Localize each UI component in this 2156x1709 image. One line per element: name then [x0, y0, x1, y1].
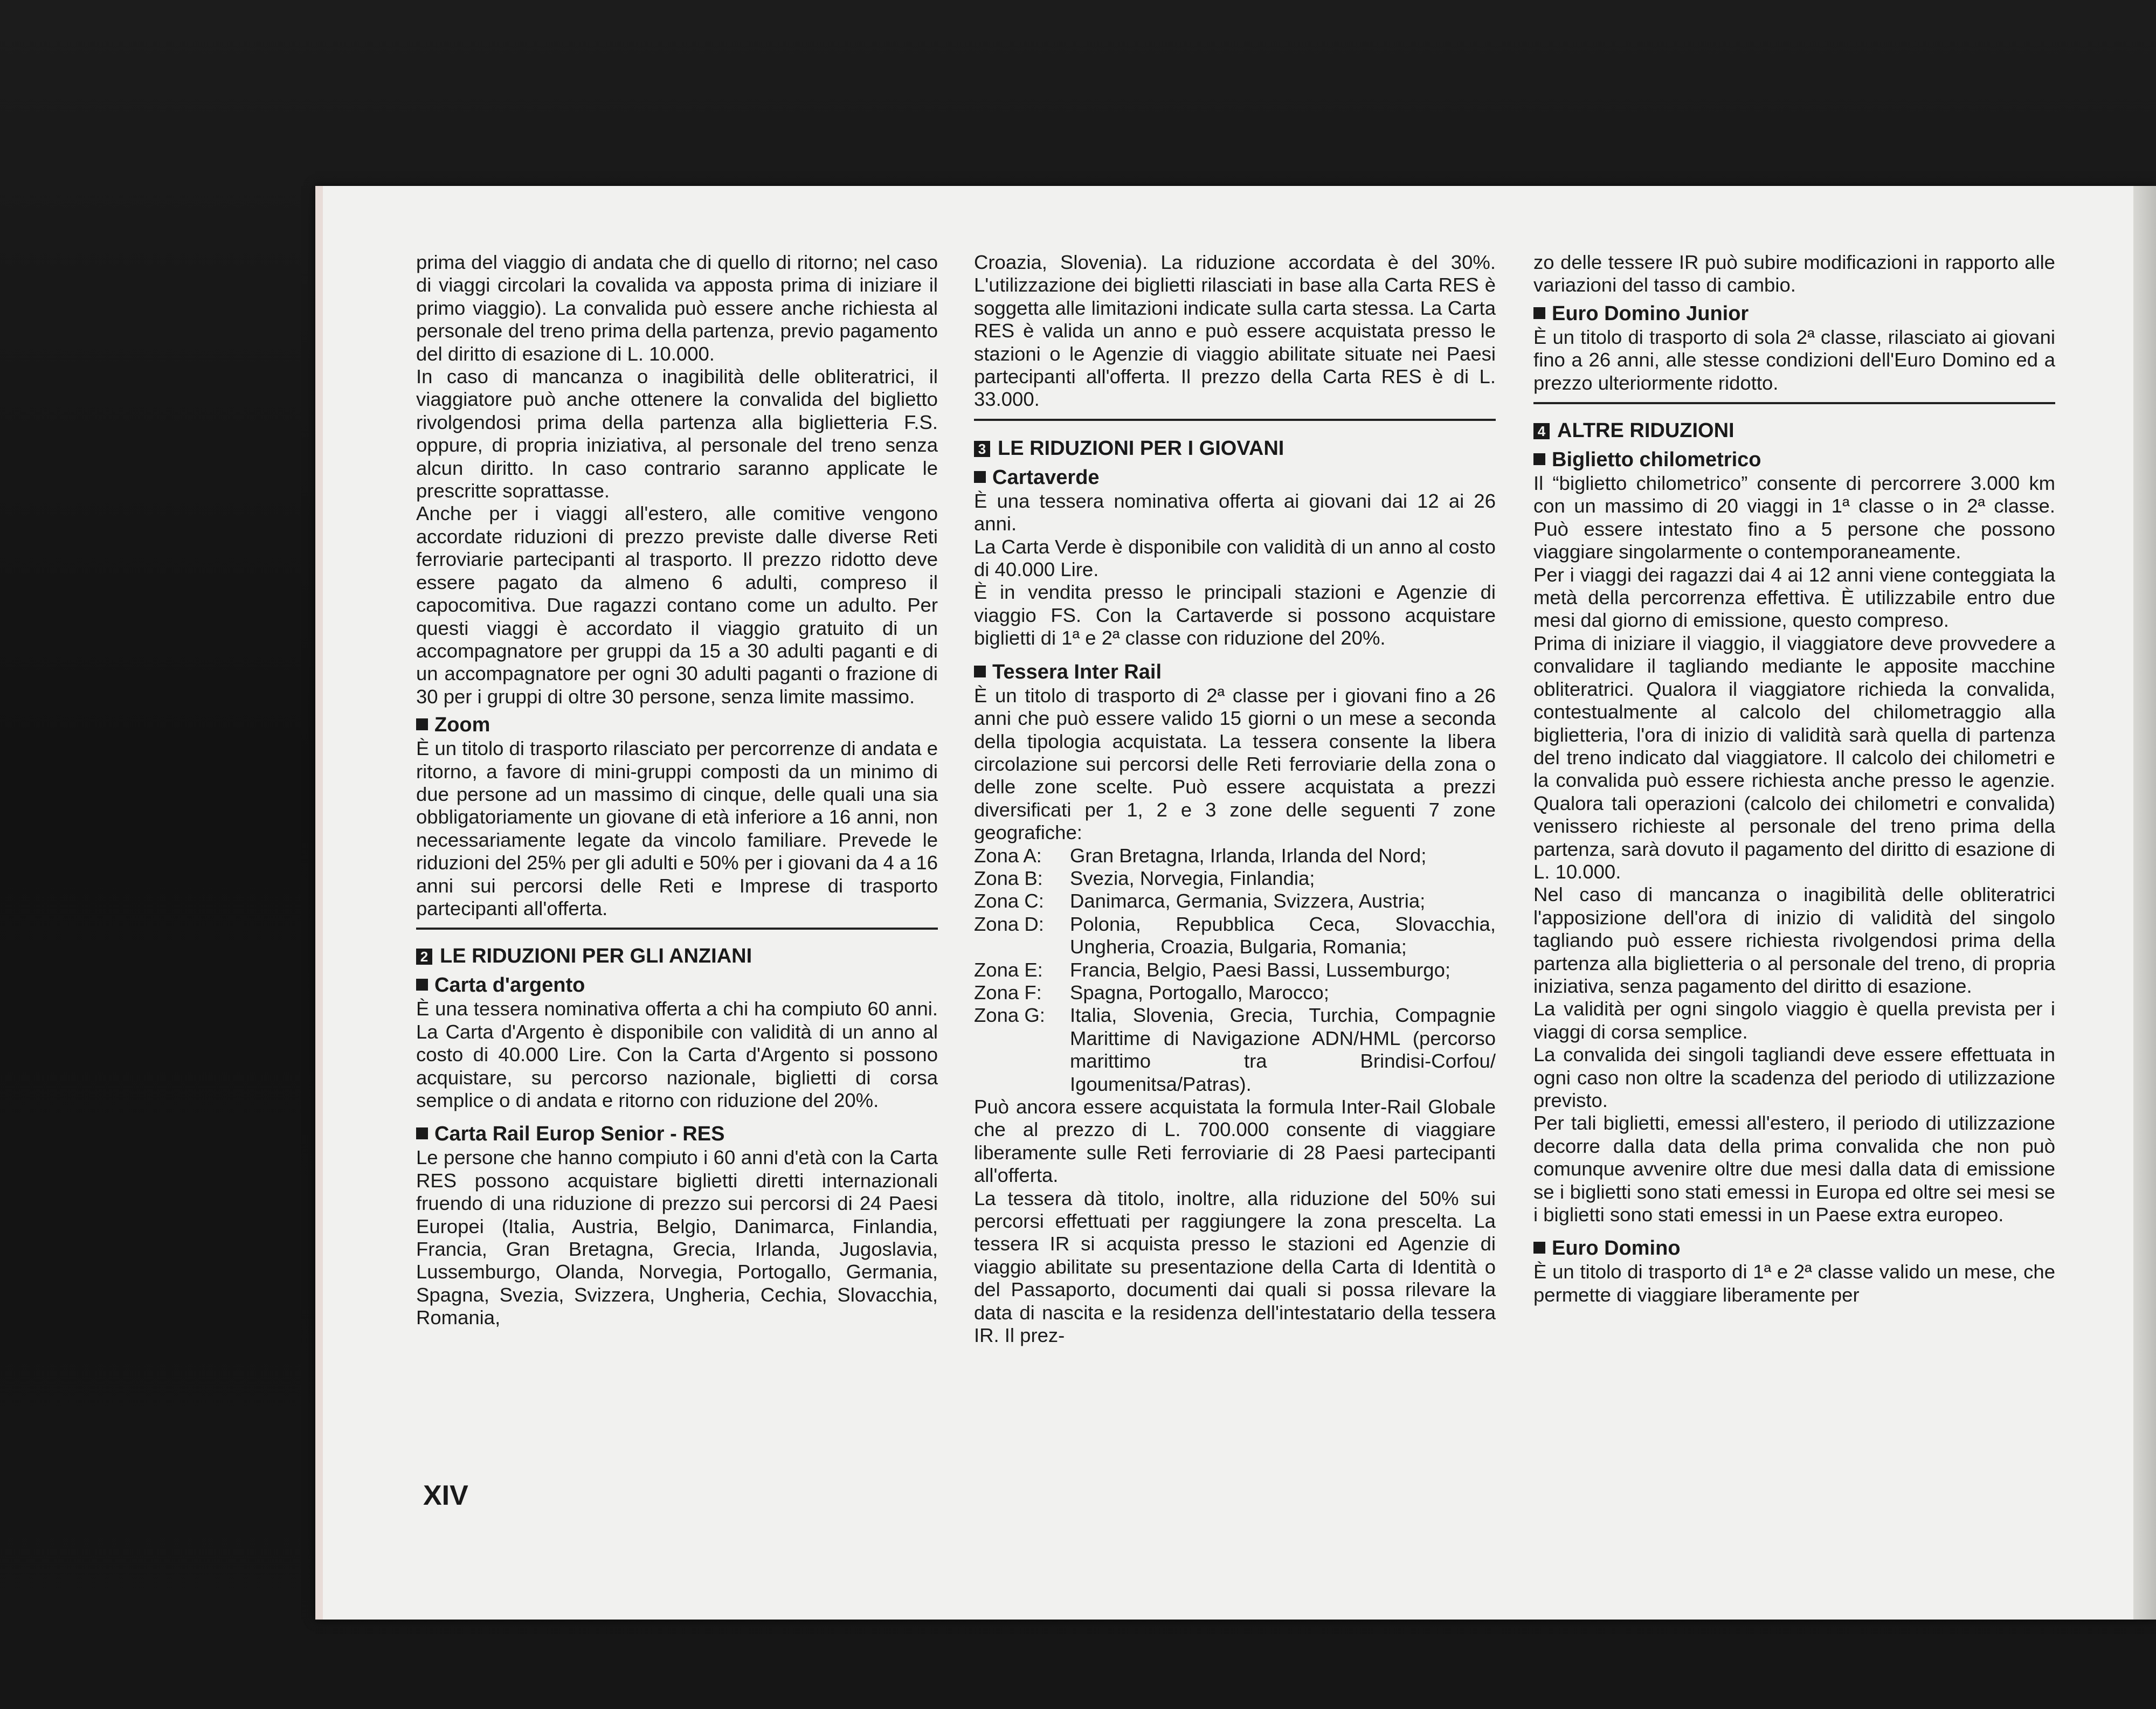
square-bullet-icon	[1533, 1242, 1545, 1254]
zone-row: Zona D: Polonia, Repubblica Ceca, Slovacchia, Ungheria, Croazia, Bulgaria, Romania;	[974, 912, 1496, 958]
section-number-badge: 2	[416, 949, 432, 965]
square-bullet-icon	[1533, 453, 1545, 465]
section-heading-2: 2 LE RIDUZIONI PER GLI ANZIANI	[416, 939, 938, 968]
paragraph: zo delle tessere IR può subire modificazioni in rapporto alle variazioni del tasso di cambio.	[1533, 251, 2055, 296]
paragraph: È una tessera nominativa offerta a chi ha compiuto 60 anni. La Carta d'Argento è disponibile con validità di un anno al costo di 40.000 Lire. Con la Carta d'Argento si possono acquistare, su percorso nazionale, biglietti di corsa semplice o di andata e ritorno con riduzione del 20%.	[416, 998, 938, 1111]
paragraph: È un titolo di trasporto rilasciato per percorrenze di andata e ritorno, a favore di mini-gruppi composti da un minimo di due persone ad un massimo di cinque, delle quali una sia obbligatoriamente un giovane di età inferiore a 16 anni, non necessariamente legate da vincolo familiare. Prevede le riduzioni del 25% per gli adulti e 50% per i giovani da 4 a 16 anni sui percorsi delle Reti e Imprese di trasporto partecipanti all'offerta.	[416, 737, 938, 930]
square-bullet-icon	[1533, 307, 1545, 319]
page-number: XIV	[423, 1480, 468, 1511]
paragraph: È un titolo di trasporto di 2ª classe per i giovani fino a 26 anni che può essere valido 15 giorni o un mese a seconda della tipologia acquistata. La tessera consente la libera circolazione sui percorsi delle Reti ferroviarie della zona o delle zone scelte. Può essere acquistata a prezzi diversificati per 1, 2 e 3 zone delle seguenti 7 zone geografiche:	[974, 684, 1496, 844]
paragraph: Per tali biglietti, emessi all'estero, il periodo di utilizzazione decorre dalla data della prima convalida che non può comunque avvenire oltre due mesi dalla data di emissione se i biglietti sono stati emessi in Europa ed oltre sei mesi se i biglietti sono stati emessi in un Paese extra europeo.	[1533, 1112, 2055, 1226]
subheading-inter-rail: Tessera Inter Rail	[974, 660, 1496, 684]
subheading-cartaverde: Cartaverde	[974, 465, 1496, 490]
paragraph: La tessera dà titolo, inoltre, alla riduzione del 50% sui percorsi effettuati per raggiungere la zona prescelta. La tessera IR si acquista presso le stazioni ed Agenzie di viaggio abilitate su presentazione della Carta di Identità o del Passaporto, documenti dai quali si possa rilevare la data di nascita e la residenza dell'intestatario della tessera IR. Il prez-	[974, 1187, 1496, 1347]
subheading-carta-argento: Carta d'argento	[416, 973, 938, 998]
square-bullet-icon	[974, 471, 986, 483]
column-1	[416, 251, 938, 1330]
column-2	[974, 251, 1496, 1347]
page-edge	[2133, 186, 2156, 1620]
subheading-zoom: Zoom	[416, 712, 938, 737]
paragraph: Può ancora essere acquistata la formula Inter-Rail Globale che al prezzo di L. 700.000 consente di viaggiare liberamente sulle Reti ferroviarie di 28 Paesi partecipanti all'offerta.	[974, 1096, 1496, 1187]
paragraph: prima del viaggio di andata che di quello di ritorno; nel caso di viaggi circolari la covalida va apposta prima di iniziare il primo viaggio). La convalida può essere anche richiesta al personale del treno prima della partenza, previo pagamento del diritto di esazione di L. 10.000.	[416, 251, 938, 365]
paragraph: Anche per i viaggi all'estero, alle comitive vengono accordate riduzioni di prezzo previste dalle diverse Reti ferroviarie partecipanti al trasporto. Il prezzo ridotto deve essere pagato da almeno 6 adulti, compreso il capocomitiva. Due ragazzi contano come un adulto. Per questi viaggi è accordato il viaggio gratuito di un accompagnatore per gruppi da 15 a 30 adulti paganti e di un accompagnatore per ogni 30 adulti paganti o frazione di 30 per i gruppi di oltre 30 persone, senza limite massimo.	[416, 502, 938, 708]
zones-table	[974, 845, 1496, 1096]
subheading-euro-domino-junior: Euro Domino Junior	[1533, 301, 2055, 326]
subheading-biglietto-chilometrico: Biglietto chilometrico	[1533, 447, 2055, 472]
paragraph: È una tessera nominativa offerta ai giovani dai 12 ai 26 anni.	[974, 489, 1496, 535]
paragraph: La validità per ogni singolo viaggio è quella prevista per i viaggi di corsa semplice.	[1533, 998, 2055, 1043]
subheading-euro-domino: Euro Domino	[1533, 1236, 2055, 1261]
paragraph: Il “biglietto chilometrico” consente di percorrere 3.000 km con un massimo di 20 viaggi in 1ª classe o in 2ª classe. Può essere intestato fino a 5 persone che possono viaggiare singolarmente o contemporaneamente.	[1533, 472, 2055, 563]
section-heading-3: 3 LE RIDUZIONI PER I GIOVANI	[974, 432, 1496, 461]
zone-row: Zona E: Francia, Belgio, Paesi Bassi, Lussemburgo;	[974, 958, 1451, 981]
column-3	[1533, 251, 2055, 1306]
paragraph: È un titolo di trasporto di 1ª e 2ª classe valido un mese, che permette di viaggiare liberamente per	[1533, 1261, 2055, 1306]
square-bullet-icon	[416, 718, 428, 730]
paragraph: Croazia, Slovenia). La riduzione accordata è del 30%. L'utilizzazione dei biglietti rilasciati in base alla Carta RES è soggetta alle limitazioni indicate sulla carta stessa. La Carta RES è valida un anno e può essere acquistata presso le stazioni o le Agenzie di viaggio abilitate situate nei Paesi partecipanti all'offerta. Il prezzo della Carta RES è di L. 33.000.	[974, 251, 1496, 421]
zone-row: Zona F: Spagna, Portogallo, Marocco;	[974, 981, 1329, 1004]
paragraph: Le persone che hanno compiuto i 60 anni d'età con la Carta RES possono acquistare biglietti diretti internazionali fruendo di una riduzione di prezzo sui percorsi di 24 Paesi Europei (Italia, Austria, Belgio, Danimarca, Finlandia, Francia, Gran Bretagna, Grecia, Irlanda, Jugoslavia, Lussemburgo, Olanda, Norvegia, Portogallo, Germania, Spagna, Svezia, Svizzera, Ungheria, Cechia, Slovacchia, Romania,	[416, 1146, 938, 1329]
zone-row: Zona G: Italia, Slovenia, Grecia, Turchia, Compagnie Marittime di Navigazione ADN/HML (percorso marittimo tra Brindisi-Corfou/ Igoumenitsa/Patras).	[974, 1004, 1496, 1095]
square-bullet-icon	[416, 1127, 428, 1139]
paragraph: La Carta Verde è disponibile con validità di un anno al costo di 40.000 Lire.	[974, 535, 1496, 581]
paragraph: È in vendita presso le principali stazioni e Agenzie di viaggio FS. Con la Cartaverde si possono acquistare biglietti di 1ª e 2ª classe con riduzione del 20%.	[974, 581, 1496, 649]
section-heading-4: 4 ALTRE RIDUZIONI	[1533, 414, 2055, 443]
section-number-badge: 3	[974, 441, 990, 457]
square-bullet-icon	[416, 979, 428, 991]
zone-row: Zona B: Svezia, Norvegia, Finlandia;	[974, 867, 1315, 889]
paragraph: Prima di iniziare il viaggio, il viaggiatore deve provvedere a convalidare il tagliando mediante le apposite macchine obliteratrici. Qualora il viaggiatore richieda la convalida, contestualmente al calcolo del chilometraggio alla biglietteria, l'ora di inizio di validità sarà quella di partenza del treno indicato dal viaggiatore. Il calcolo dei chilometri e la convalida può essere richiesta anche presso le agenzie. Qualora tali operazioni (calcolo dei chilometri e convalida) venissero richieste al personale del treno prima della partenza, sarà dovuto il pagamento del diritto di esazione di L. 10.000.	[1533, 632, 2055, 883]
paragraph: In caso di mancanza o inagibilità delle obliteratrici, il viaggiatore può anche ottenere la convalida del biglietto rivolgendosi prima della partenza alla biglietteria F.S. oppure, di propria iniziativa, al personale del treno senza alcun diritto. In caso contrario saranno applicate le prescritte soprattasse.	[416, 365, 938, 502]
paragraph: La convalida dei singoli tagliandi deve essere effettuata in ogni caso non oltre la scadenza del periodo di utilizzazione previsto.	[1533, 1043, 2055, 1111]
paragraph: È un titolo di trasporto di sola 2ª classe, rilasciato ai giovani fino a 26 anni, alle stesse condizioni dell'Euro Domino ed a prezzo ulteriormente ridotto.	[1533, 326, 2055, 404]
paragraph: Nel caso di mancanza o inagibilità delle obliteratrici l'apposizione dell'ora di inizio di validità del singolo tagliando può essere richiesta rivolgendosi prima della partenza alla biglietteria o al personale del treno, di propria iniziativa, senza pagamento del diritto di esazione.	[1533, 883, 2055, 997]
zone-row: Zona C: Danimarca, Germania, Svizzera, Austria;	[974, 890, 1426, 912]
paragraph: Per i viaggi dei ragazzi dai 4 ai 12 anni viene conteggiata la metà della percorrenza effettiva. È utilizzabile entro due mesi dal giorno di emissione, questo compreso.	[1533, 563, 2055, 632]
section-number-badge: 4	[1533, 423, 1550, 439]
zone-row: Zona A: Gran Bretagna, Irlanda, Irlanda del Nord;	[974, 844, 1427, 867]
square-bullet-icon	[974, 666, 986, 677]
subheading-carta-res: Carta Rail Europ Senior - RES	[416, 1122, 938, 1146]
